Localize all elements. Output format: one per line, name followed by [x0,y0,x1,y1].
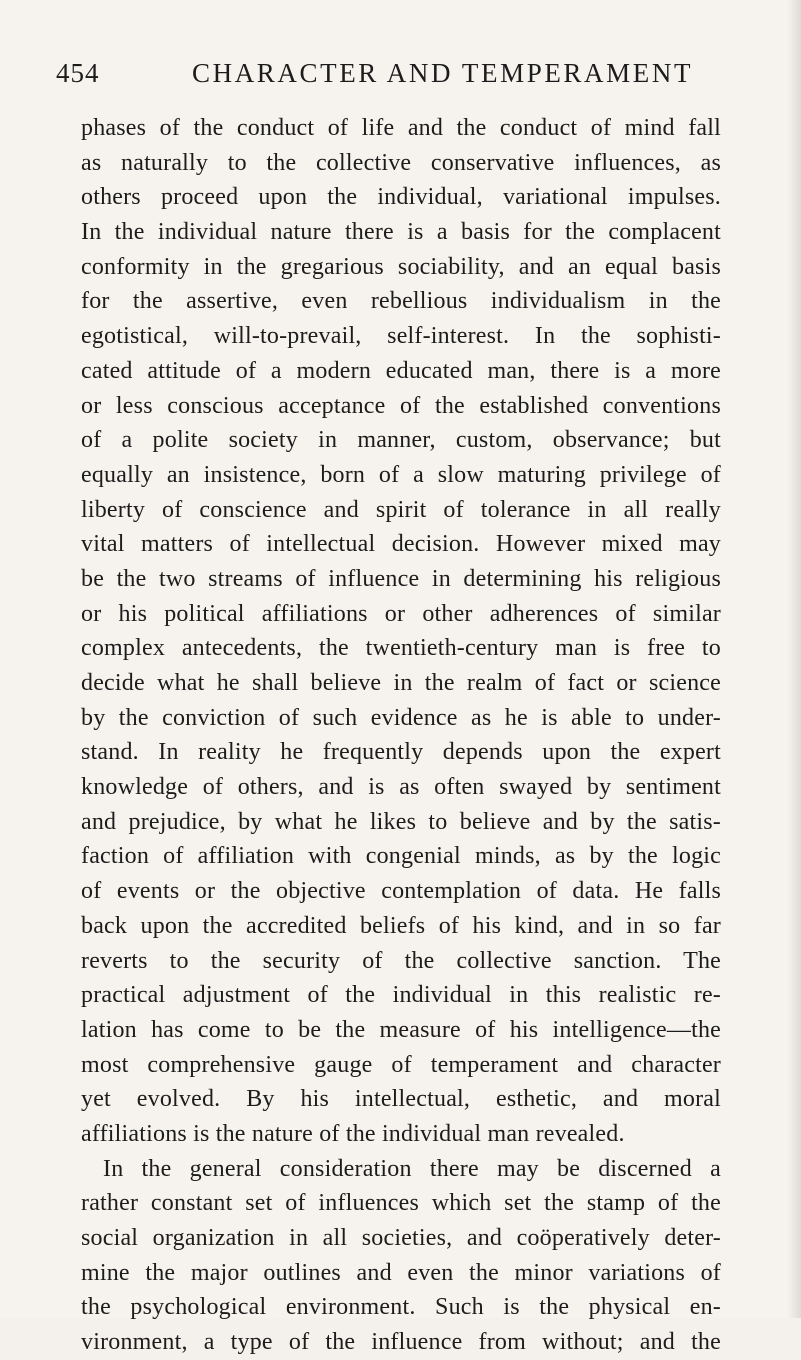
text-line: for the assertive, even rebellious individualism in the [81,288,721,315]
text-line: or less conscious acceptance of the established conventions [81,392,721,419]
page-edge-shadow [787,0,801,1318]
text-line: affiliations is the nature of the individual man revealed. [81,1120,625,1147]
text-line: of events or the objective contemplation of data. He falls [81,878,721,905]
text-line: stand. In reality he frequently depends upon the expert [81,739,721,766]
text-line: yet evolved. By his intellectual, esthetic, and moral [81,1086,721,1113]
page-number: 454 [56,58,100,88]
text-line: lation has come to be the measure of his intelligence—the [81,1016,721,1043]
text-line: conformity in the gregarious sociability, and an equal basis [81,253,721,280]
text-line: equally an insistence, born of a slow maturing privilege of [81,461,721,488]
text-line: by the conviction of such evidence as he is able to under- [81,704,721,731]
text-line: liberty of conscience and spirit of tolerance in all really [81,496,721,523]
text-line: decide what he shall believe in the realm of fact or science [81,670,721,696]
text-line: faction of affiliation with congenial minds, as by the logic [81,843,721,870]
text-line: as naturally to the collective conservative influences, as [81,149,721,176]
text-line: of a polite society in manner, custom, observance; but [81,427,721,454]
text-line: most comprehensive gauge of temperament and character [81,1051,721,1078]
text-line: the psychological environment. Such is the physical en- [81,1294,721,1321]
text-line: cated attitude of a modern educated man, there is a more [81,357,721,384]
text-line: and prejudice, by what he likes to believe and by the satis- [81,808,721,835]
text-line: vironment, a type of the influence from without; and the [81,1329,721,1356]
body-text [81,111,721,1360]
paragraph-start-line: In the general consideration there may be discerned a [103,1155,721,1182]
text-line: back upon the accredited beliefs of his kind, and in so far [81,912,721,939]
text-line: vital matters of intellectual decision. However mixed may [81,531,721,558]
text-line: In the individual nature there is a basis for the complacent [81,219,721,246]
text-line: knowledge of others, and is as often swayed by sentiment [81,774,721,801]
text-line: practical adjustment of the individual in this realistic re- [81,982,721,1009]
text-line: mine the major outlines and even the minor variations of [81,1259,721,1286]
text-line: or his political affiliations or other adherences of similar [81,600,721,627]
running-head: CHARACTER AND TEMPERAMENT [192,58,694,88]
text-line: phases of the conduct of life and the conduct of mind fall [81,115,721,141]
text-line: social organization in all societies, and coöperatively deter- [81,1225,721,1251]
text-line: rather constant set of influences which set the stamp of the [81,1190,721,1217]
text-line: others proceed upon the individual, variational impulses. [81,184,721,211]
text-line: complex antecedents, the twentieth-century man is free to [81,635,721,662]
page-header [56,58,746,98]
text-line: egotistical, will-to-prevail, self-interest. In the sophisti- [81,323,721,350]
text-line: reverts to the security of the collective sanction. The [81,947,721,974]
text-line: be the two streams of influence in determining his religious [81,565,721,592]
